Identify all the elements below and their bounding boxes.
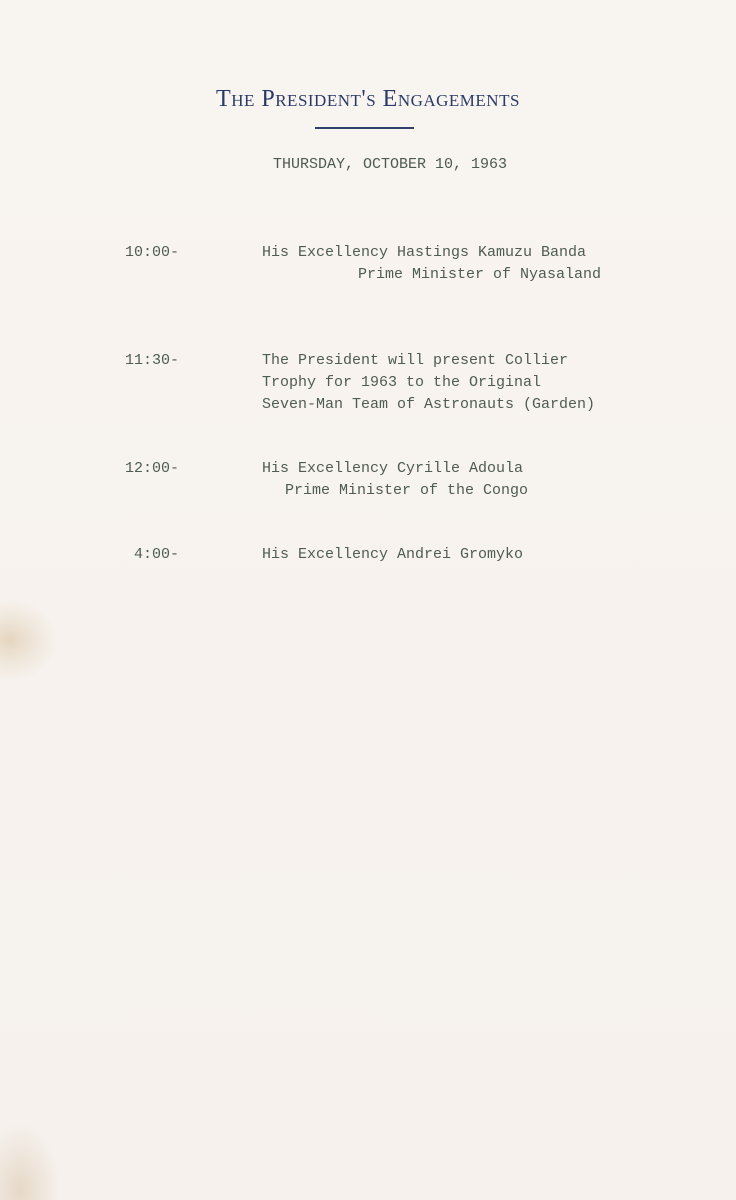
engagement-time: 4:00- xyxy=(133,546,179,563)
engagement-time: 11:30- xyxy=(124,352,179,369)
engagement-line: Seven-Man Team of Astronauts (Garden) xyxy=(262,396,596,413)
title-underline xyxy=(315,127,414,129)
engagement-time: 10:00- xyxy=(124,244,179,261)
engagement-line: His Excellency Cyrille Adoula xyxy=(262,460,524,477)
engagement-line: Prime Minister of Nyasaland xyxy=(358,266,602,283)
engagement-time: 12:00- xyxy=(124,460,179,477)
page-title: The President's Engagements xyxy=(216,86,520,112)
engagement-line: The President will present Collier xyxy=(262,352,569,369)
engagement-line: His Excellency Andrei Gromyko xyxy=(262,546,524,563)
engagement-line: Prime Minister of the Congo xyxy=(285,482,529,499)
engagement-line: Trophy for 1963 to the Original xyxy=(262,374,542,391)
schedule-date: THURSDAY, OCTOBER 10, 1963 xyxy=(273,156,508,173)
engagement-line: His Excellency Hastings Kamuzu Banda xyxy=(262,244,587,261)
